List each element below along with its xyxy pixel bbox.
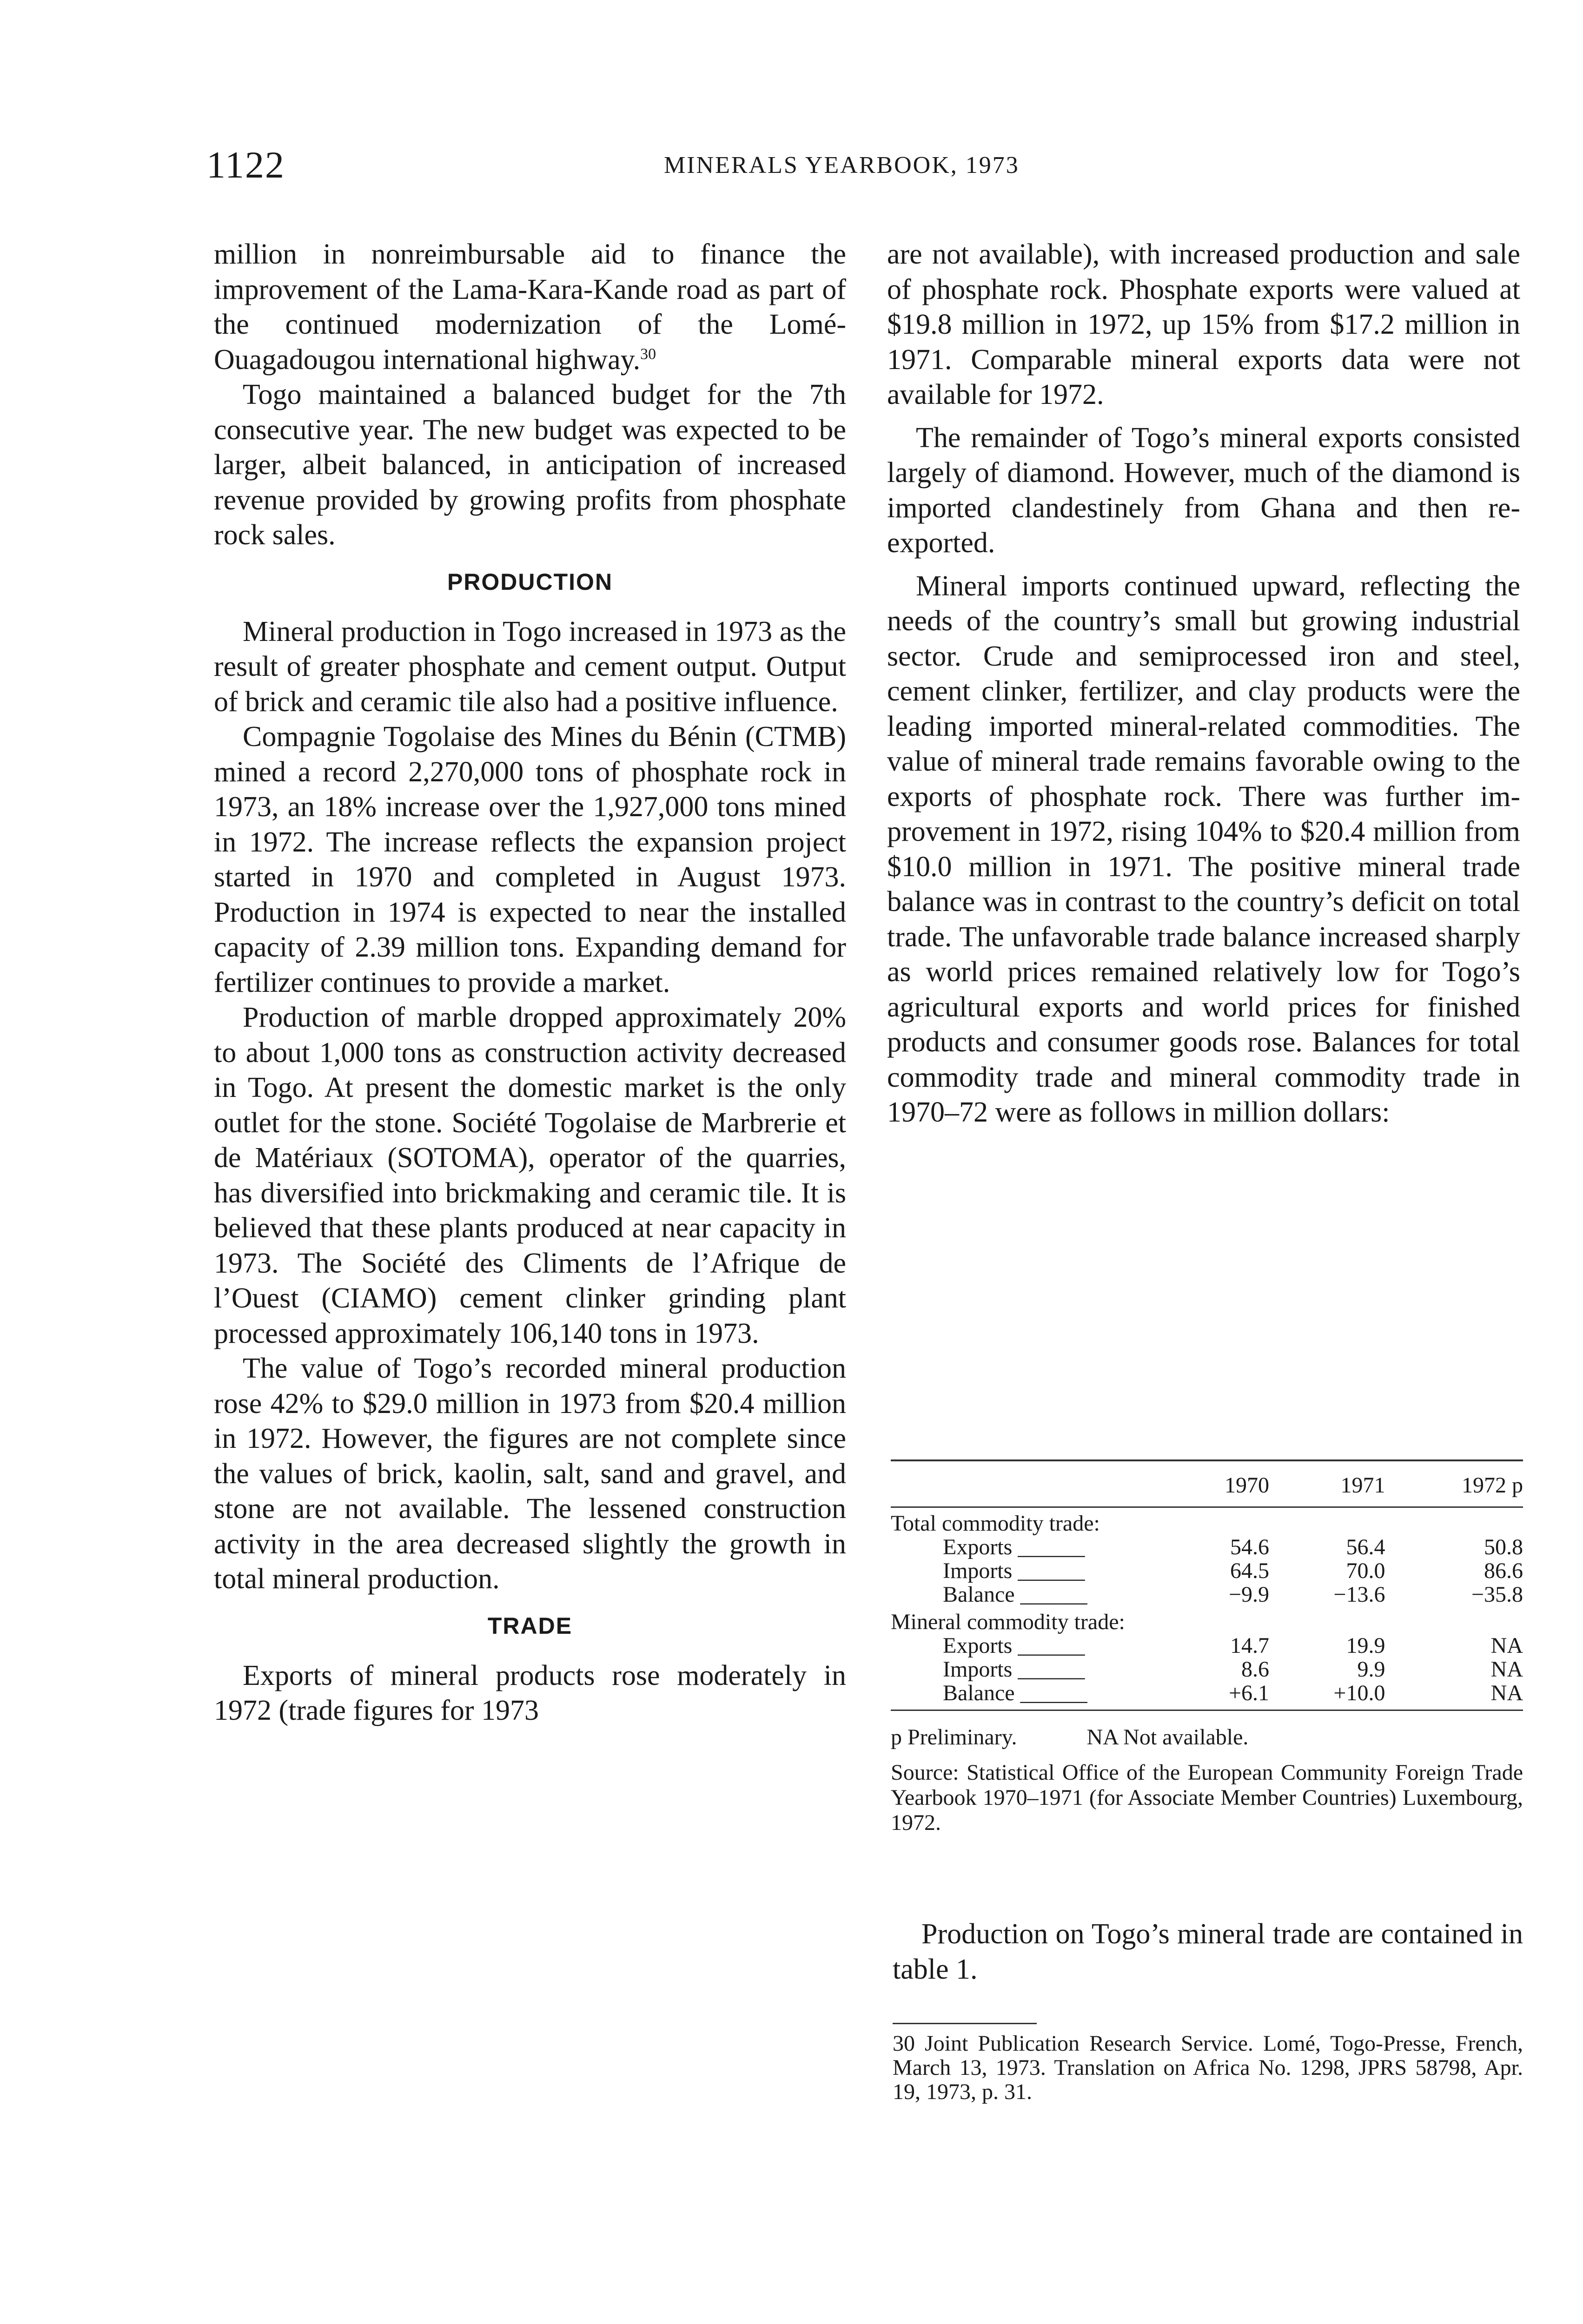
after-table-paragraph [893, 1917, 1523, 1987]
table-cell: NA [1385, 1681, 1523, 1710]
left-paragraph-1 [214, 237, 846, 377]
table-group-row [891, 1507, 1523, 1536]
page-number: 1122 [206, 144, 285, 186]
right-paragraph-1: are not available), with increased production and sale of phosphate rock. Phosphate exports were valued at $19.8 million in 1972, up 15% from $17.2 million in 1971. Comparable mineral exports data were not available for 1972. [887, 238, 1520, 410]
footnote-block [893, 2023, 1523, 2104]
table-cell: 86.6 [1484, 1558, 1523, 1583]
left-column [214, 237, 846, 1729]
trade-balance-table [891, 1459, 1523, 1711]
heading-production: PRODUCTION [447, 568, 613, 595]
table-group-row [891, 1606, 1523, 1634]
table-row [891, 1657, 1523, 1681]
table-row-label: Imports ______ [943, 1558, 1085, 1583]
table-header-1972: 1972 p [1385, 1460, 1523, 1507]
table-row [891, 1583, 1523, 1606]
table-cell: NA [1490, 1657, 1523, 1682]
table-row [891, 1535, 1523, 1559]
table-notes [891, 1725, 1523, 1835]
after-table-text: Production on Togo’s mineral trade are contained in table 1. [893, 1918, 1523, 1985]
table-row [891, 1634, 1523, 1657]
table-cell: 9.9 [1357, 1657, 1385, 1682]
note-preliminary: p Preliminary. [891, 1725, 1017, 1750]
table-footnote-line [891, 1725, 1523, 1750]
table-cell: 14.7 [1230, 1633, 1270, 1658]
table-row-label: Imports ______ [943, 1657, 1085, 1682]
table-cell: +10.0 [1269, 1681, 1385, 1710]
left-paragraph-6: The value of Togo’s recorded mineral production rose 42% to $29.0 million in 1973 from $20.4 million in 1972. However, the figures are not complete since the values of brick, kaolin, salt, sand and gravel, and stone are not available. The lessened construction activity in the area decreased slightly the growth in total mineral production. [214, 1353, 846, 1595]
table-cell: 54.6 [1230, 1535, 1270, 1559]
right-column [887, 237, 1520, 1130]
table-header-1971: 1971 [1269, 1460, 1385, 1507]
note-not-available: NA Not available. [1086, 1725, 1249, 1750]
table-cell: +6.1 [1169, 1681, 1269, 1710]
table-row-label: Balance ______ [891, 1681, 1169, 1710]
left-paragraph-4: Compagnie Togolaise des Mines du Bénin (CTMB) mined a record 2,270,000 tons of phosphate rock in 1973, an 18% increase over the 1,927,000 tons mined in 1972. The increase reflects the expansion project started in 1970 and completed in August 1973. Production in 1974 is expected to near the installed capacity of 2.39 million tons. Expanding demand for fertilizer continues to provide a market. [214, 721, 846, 998]
table-cell: 50.8 [1484, 1535, 1523, 1559]
left-paragraph-3: Mineral production in Togo increased in 1973 as the result of greater phosphate and cement output. Output of brick and ceramic tile also had a positive influence. [214, 615, 846, 718]
table-cell: 8.6 [1241, 1657, 1270, 1682]
running-head: MINERALS YEARBOOK, 1973 [664, 152, 1020, 178]
right-paragraph-2: The remainder of Togo’s mineral exports consisted largely of diamond. However, much of the diamond is imported clandestinely from Ghana and then reexported. [887, 422, 1520, 559]
table-cell: 70.0 [1346, 1558, 1385, 1583]
table-row [891, 1559, 1523, 1583]
table-cell: −35.8 [1471, 1582, 1523, 1607]
trade-table-block [891, 1459, 1523, 1835]
table-row-label: Exports ______ [943, 1633, 1085, 1658]
table-cell: 64.5 [1230, 1558, 1270, 1583]
table-cell: 19.9 [1346, 1633, 1385, 1658]
table-source: Source: Statistical Office of the European Community Foreign Trade Yearbook 1970–1971 (for Associate Member Countries) Luxembourg, 1972. [891, 1760, 1523, 1835]
left-paragraph-2: Togo maintained a balanced budget for the 7th consecutive year. The new budget was expected to be larger, albeit balanced, in anticipation of increased revenue provided by growing profits from phosphate rock sales. [214, 379, 846, 551]
table-row-label: Balance ______ [943, 1582, 1087, 1607]
left-paragraph-1-text: million in nonreimbursable aid to finance the improvement of the Lama-Kara-Kande road as part of the continued modernization of the Lomé-Ouagadougou international highway. [214, 238, 846, 376]
footnote-text: 30 Joint Publication Research Service. Lomé, Togo-Presse, French, March 13, 1973. Translation on Africa No. 1298, JPRS 58798, Apr. 19, 1973, p. 31. [893, 2031, 1523, 2104]
right-paragraph-3: Mineral imports continued upward, reflecting the needs of the country’s small but growing industrial sector. Crude and semiprocessed iron and steel, cement clinker, fertilizer, and clay products were the leading imported mineral-related commodities. The value of mineral trade remains favorable owing to the exports of phosphate rock. There was further improvement in 1972, rising 104% to $20.4 million from $10.0 million in 1971. The positive mineral trade balance was in contrast to the country’s deficit on total trade. The unfavorable trade balance increased sharply as world prices remained relatively low for Togo’s agricultural exports and world prices for finished products and consumer goods rose. Balances for total commodity trade and mineral commodity trade in 1970–72 were as follows in million dollars: [887, 570, 1520, 1128]
table-cell: NA [1490, 1633, 1523, 1658]
table-row [891, 1681, 1523, 1710]
footnote-rule [893, 2023, 1037, 2024]
table-cell: 56.4 [1346, 1535, 1385, 1559]
table-group-label: Mineral commodity trade: [891, 1610, 1125, 1634]
table-cell: −9.9 [1228, 1582, 1270, 1607]
heading-trade: TRADE [487, 1612, 573, 1639]
table-row-label: Exports ______ [943, 1535, 1085, 1559]
left-paragraph-7: Exports of mineral products rose moderately in 1972 (trade figures for 1973 [214, 1659, 846, 1726]
footnote-ref: 30 [640, 345, 656, 363]
table-header-1970: 1970 [1169, 1460, 1269, 1507]
table-cell: −13.6 [1333, 1582, 1385, 1607]
table-group-label: Total commodity trade: [891, 1511, 1100, 1536]
table-header-stub [891, 1460, 1169, 1507]
table-header-row [891, 1460, 1523, 1507]
left-paragraph-5: Production of marble dropped approximately 20% to about 1,000 tons as construction activity decreased in Togo. At present the domestic market is the only outlet for the stone. Société Togolaise de Marbrerie et de Matériaux (SOTOMA), operator of the quarries, has diversified into brickmaking and ceramic tile. It is believed that these plants produced at near capacity in 1973. The Société des Climents de l’Afrique de l’Ouest (CIAMO) cement clinker grinding plant processed approximately 106,140 tons in 1973. [214, 1002, 846, 1349]
